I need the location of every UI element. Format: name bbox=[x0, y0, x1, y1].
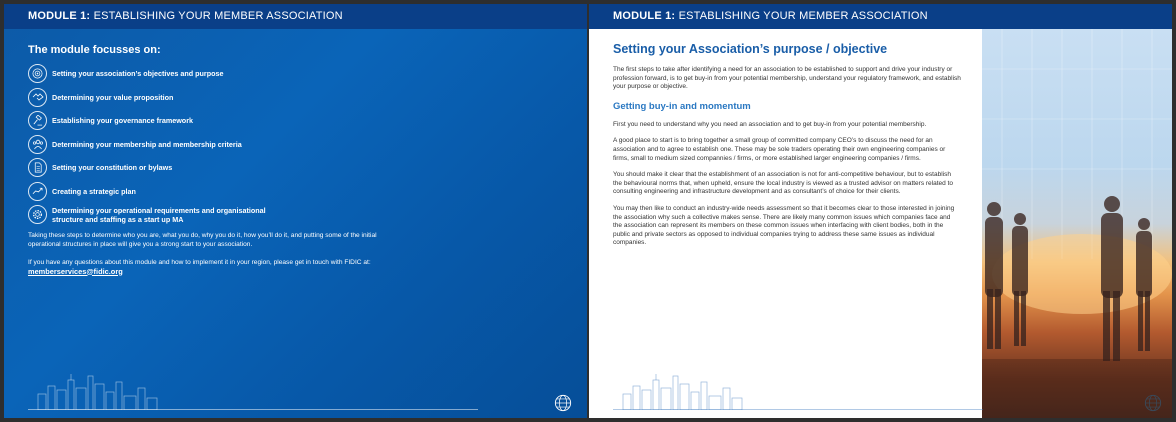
contact-paragraph bbox=[28, 258, 383, 277]
left-page-content bbox=[28, 44, 388, 277]
target-icon bbox=[28, 64, 47, 83]
list-item bbox=[28, 180, 388, 204]
business-people-photo bbox=[982, 29, 1172, 418]
section-subheading: Getting buy-in and momentum bbox=[613, 100, 751, 112]
list-item-label: Setting your constitution or bylaws bbox=[52, 163, 173, 173]
summary-paragraph: Taking these steps to determine who you are, what you do, why you do it, how you’ll do it, and putting some of the initial operational structures in place will give you a strong start to your association. bbox=[28, 231, 377, 248]
body-paragraph: You may then like to conduct an industry-wide needs assessment so that it becomes clear to those interested in joining the association why such a collective makes sense. There are likely many common issues which companies face and the association can represent its members on these common issues when interfacing with client bodies, both in the public and private sectors as opposed to individual companies trying to address these same issues as individual companies. bbox=[613, 204, 955, 247]
gear-icon bbox=[28, 205, 47, 224]
contact-text: If you have any questions about this module and how to implement it in your region, please get in touch with FIDIC at: bbox=[28, 258, 371, 266]
list-item-label: Establishing your governance framework bbox=[52, 116, 193, 126]
email-link[interactable]: memberservices@fidic.org bbox=[28, 266, 123, 276]
intro-paragraph: The first steps to take after identifying a need for an association to be established to support and drive your industry or profession forward, is to get buy-in from your potential membership, understand your regulatory framework, and establish your purpose or objective. bbox=[613, 66, 961, 91]
focus-list bbox=[28, 62, 388, 227]
focus-heading: The module focusses on: bbox=[28, 44, 161, 56]
body-paragraph: First you need to understand why you need an association and to get buy-in from your potential membership. bbox=[613, 120, 927, 128]
body-paragraph: A good place to start is to bring together a small group of committed company CEO’s to discuss the need for an association and to agree to establish one. These may be sole traders operating their own engineering companies or firms, small to medium sized compannies / firms, or more established larger engineering companies / firms. bbox=[613, 137, 946, 162]
list-item bbox=[28, 62, 388, 86]
header-module-number: MODULE 1: bbox=[613, 10, 676, 22]
list-item-label: Determining your membership and membership criteria bbox=[52, 139, 242, 149]
list-item bbox=[28, 109, 388, 133]
chart-icon bbox=[28, 182, 47, 201]
page-rule bbox=[28, 409, 478, 410]
handshake-icon bbox=[28, 88, 47, 107]
body-paragraph: You should make it clear that the establishment of an association is not for anti-competitive behaviour, but to establish the behavioural norms that, when upheld, ensure the local industry is viewed as a trusted advisor on matters related to consulting engineering and infrastructure development and as consultant’s of choice for their clients. bbox=[613, 171, 953, 196]
city-skyline-graphic bbox=[34, 372, 164, 410]
members-icon bbox=[28, 135, 47, 154]
list-item-label: Determining your value proposition bbox=[52, 92, 174, 102]
fidic-globe-icon bbox=[554, 394, 572, 412]
list-item bbox=[28, 86, 388, 110]
gavel-icon bbox=[28, 111, 47, 130]
city-skyline-graphic bbox=[619, 372, 749, 410]
right-page-header bbox=[589, 4, 1172, 29]
left-page-header bbox=[4, 4, 587, 29]
right-page-content bbox=[613, 42, 961, 248]
page-title: Setting your Association’s purpose / objective bbox=[613, 42, 888, 56]
right-page bbox=[589, 4, 1172, 418]
list-item-label: Determining your operational requirements and organisational structure and staffing as a start up MA bbox=[52, 205, 266, 224]
header-module-title: ESTABLISHING YOUR MEMBER ASSOCIATION bbox=[675, 10, 928, 22]
list-item bbox=[28, 203, 388, 227]
left-page bbox=[4, 4, 587, 418]
fidic-globe-icon bbox=[1144, 394, 1162, 412]
list-item-label: Setting your association’s objectives and purpose bbox=[52, 69, 224, 79]
header-module-number: MODULE 1: bbox=[28, 10, 91, 22]
list-item bbox=[28, 156, 388, 180]
list-item-label: Creating a strategic plan bbox=[52, 186, 136, 196]
document-icon bbox=[28, 158, 47, 177]
page-rule bbox=[613, 409, 983, 410]
header-module-title: ESTABLISHING YOUR MEMBER ASSOCIATION bbox=[90, 10, 343, 22]
list-item bbox=[28, 133, 388, 157]
